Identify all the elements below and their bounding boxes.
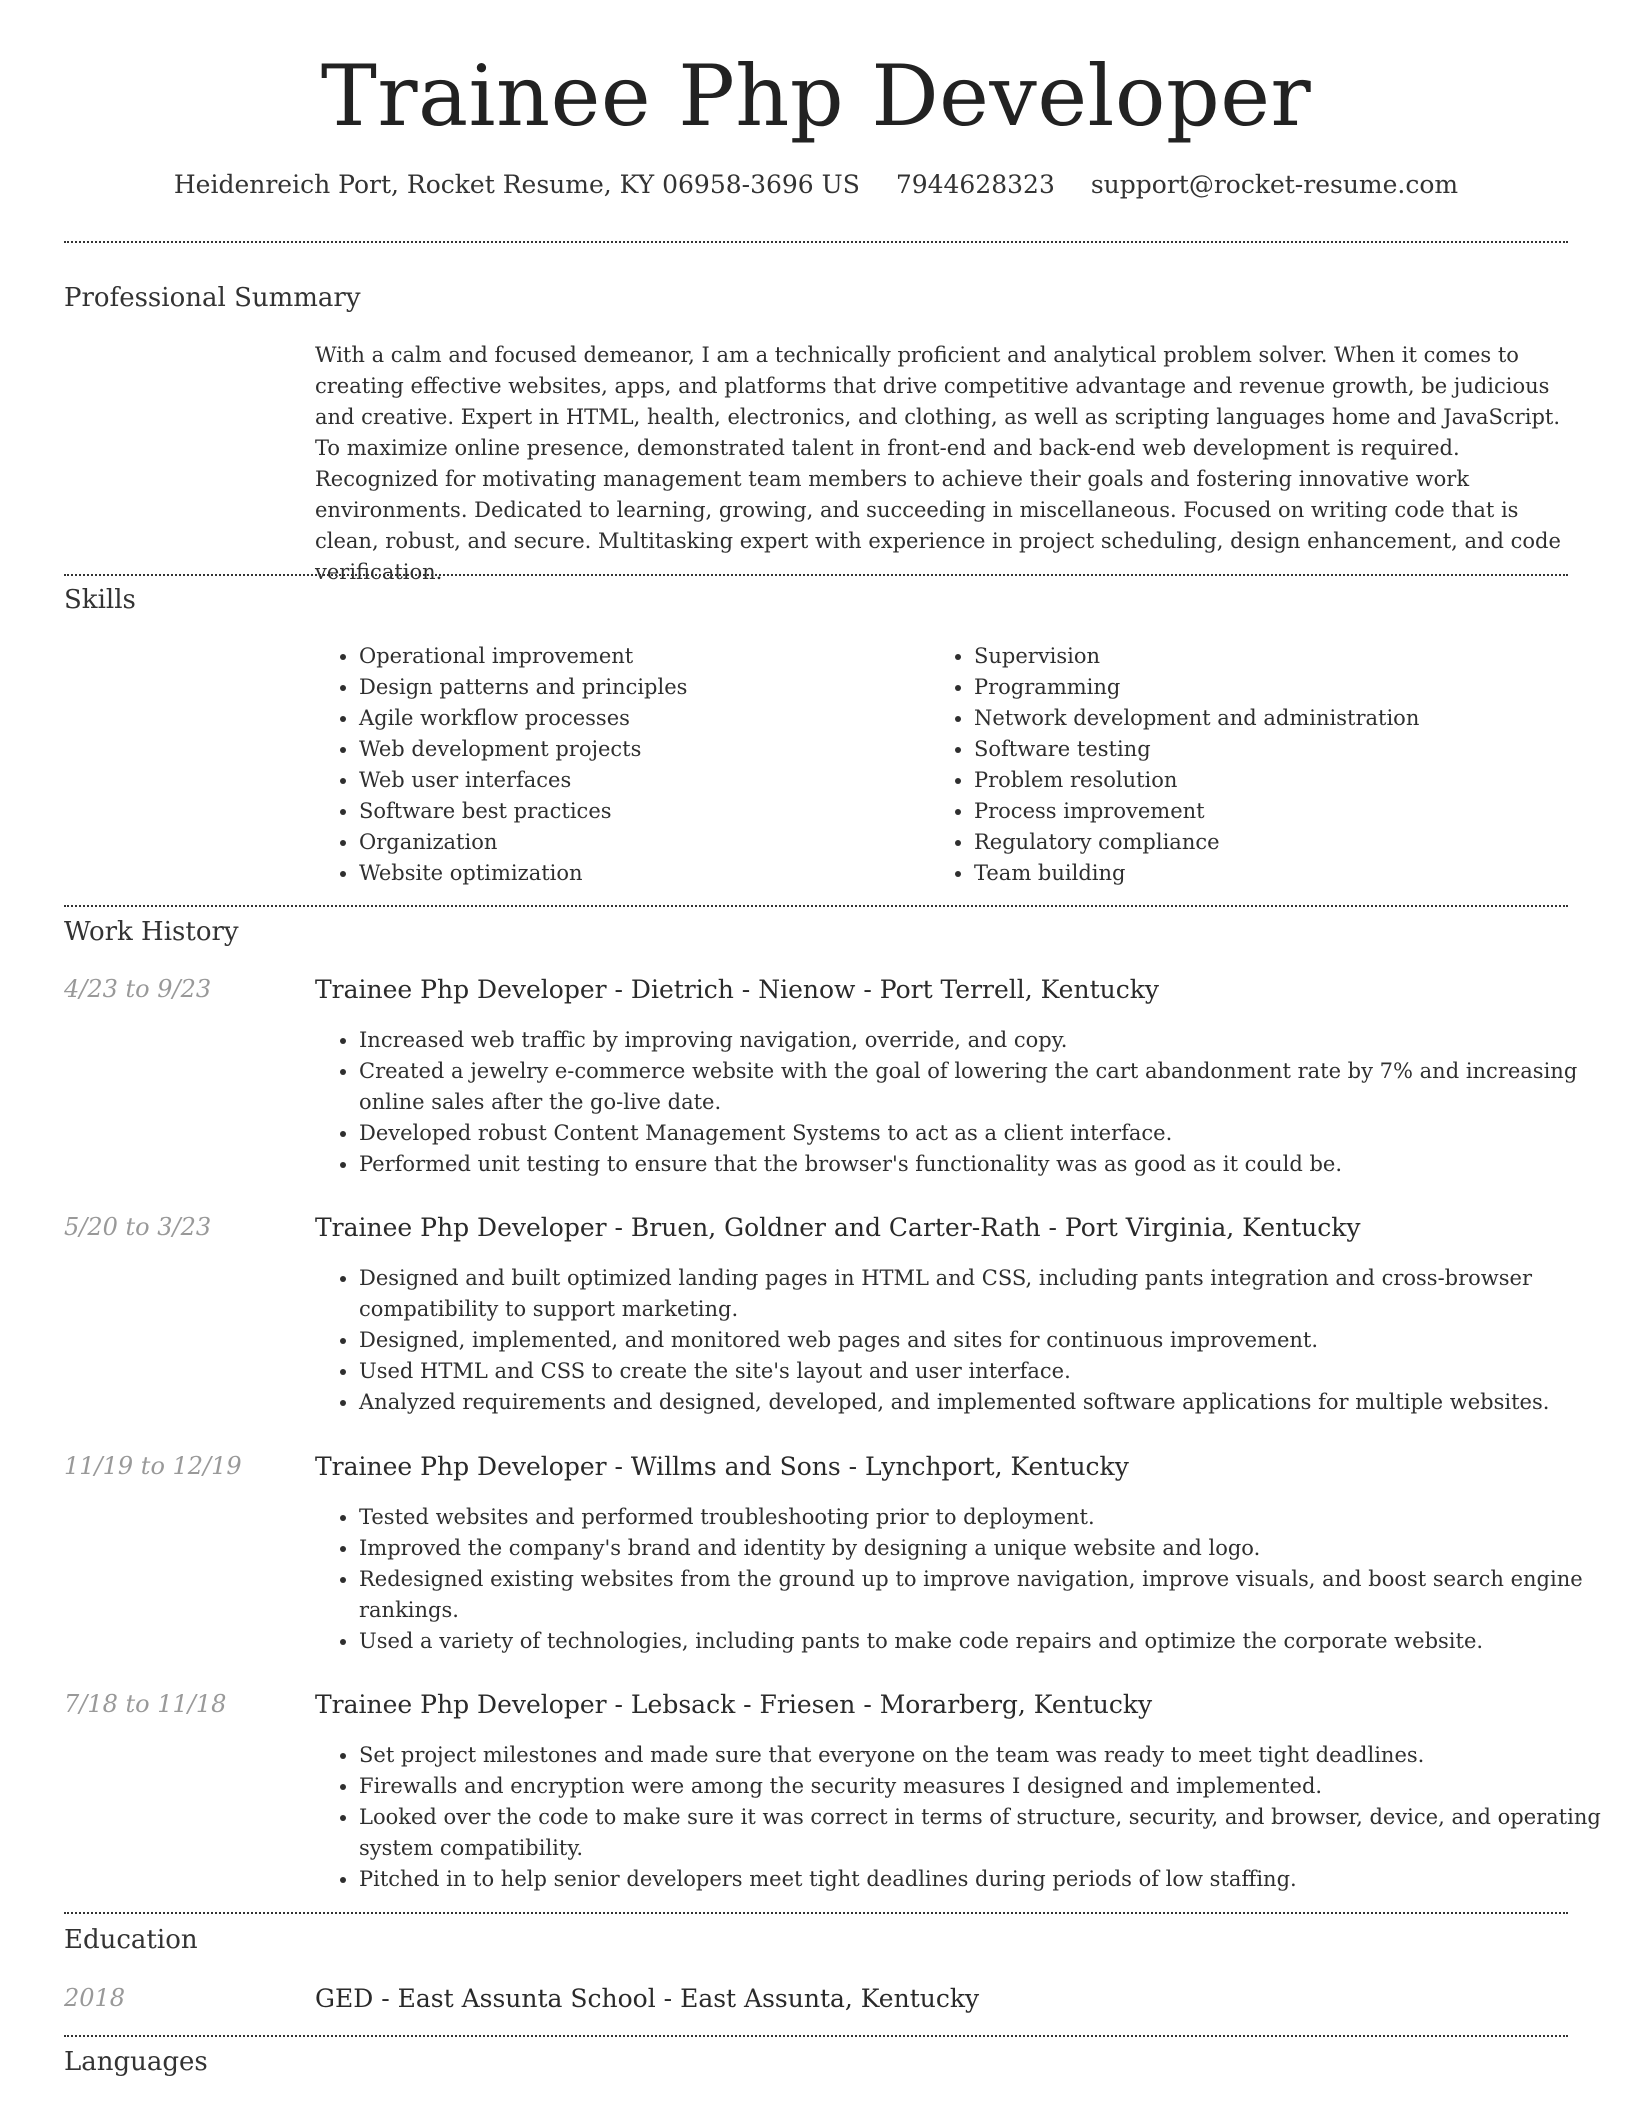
skill-item: • Organization	[359, 827, 687, 858]
divider	[64, 2035, 1568, 2037]
job-title: Trainee Php Developer - Bruen, Goldner and Carter-Rath - Port Virginia, Kentucky	[315, 1213, 1361, 1242]
skill-item: • Agile workflow processes	[359, 703, 687, 734]
job-dates: 5/20 to 3/23	[64, 1213, 212, 1241]
contact-phone: 7944628323	[895, 170, 1055, 199]
job-bullet: • Designed and built optimized landing pages in HTML and CSS, including pants integration and cross-browser compatibility to support marketing.	[359, 1263, 1612, 1325]
job-bullets	[315, 1025, 1612, 1180]
skill-item: • Process improvement	[974, 796, 1419, 827]
skill-item: • Web development projects	[359, 734, 687, 765]
education-entry: GED - East Assunta School - East Assunta, Kentucky	[315, 1984, 980, 2013]
job-bullet: • Tested websites and performed troubleshooting prior to deployment.	[359, 1502, 1612, 1533]
contact-line	[0, 170, 1632, 199]
skill-item: • Website optimization	[359, 858, 687, 889]
job-title: Trainee Php Developer - Dietrich - Nienow - Port Terrell, Kentucky	[315, 975, 1159, 1004]
divider	[64, 241, 1568, 243]
job-dates: 11/19 to 12/19	[64, 1452, 242, 1480]
divider	[64, 1912, 1568, 1914]
job-bullet: • Developed robust Content Management Systems to act as a client interface.	[359, 1118, 1612, 1149]
job-bullet: • Set project milestones and made sure that everyone on the team was ready to meet tight deadlines.	[359, 1740, 1612, 1771]
job-dates: 4/23 to 9/23	[64, 975, 212, 1003]
job-bullet: • Used HTML and CSS to create the site's layout and user interface.	[359, 1356, 1612, 1387]
job-dates: 7/18 to 11/18	[64, 1690, 227, 1718]
section-title-education: Education	[64, 1925, 198, 1955]
job-bullet: • Looked over the code to make sure it was correct in terms of structure, security, and browser, device, and operating system compatibility.	[359, 1802, 1612, 1864]
job-bullet: • Redesigned existing websites from the ground up to improve navigation, improve visuals, and boost search engine rankings.	[359, 1564, 1612, 1626]
job-bullet: • Pitched in to help senior developers meet tight deadlines during periods of low staffing.	[359, 1864, 1612, 1895]
job-bullet: • Increased web traffic by improving navigation, override, and copy.	[359, 1025, 1612, 1056]
job-bullet: • Designed, implemented, and monitored web pages and sites for continuous improvement.	[359, 1325, 1612, 1356]
resume-name: Trainee Php Developer	[320, 47, 1312, 145]
job-bullet: • Created a jewelry e-commerce website with the goal of lowering the cart abandonment rate by 7% and increasing online sales after the go-live date.	[359, 1056, 1612, 1118]
summary-text: With a calm and focused demeanor, I am a technically proficient and analytical problem solver. When it comes to creating effective websites, apps, and platforms that drive competitive advantage and revenue growth, be judicious and creative. Expert in HTML, health, electronics, and clothing, as well as scripting languages home and JavaScript. To maximize online presence, demonstrated talent in front-end and back-end web development is required. Recognized for motivating management team members to achieve their goals and fostering innovative work environments. Dedicated to learning, growing, and succeeding in miscellaneous. Focused on writing code that is clean, robust, and secure. Multitasking expert with experience in project scheduling, design enhancement, and code verification.	[315, 343, 1561, 584]
divider	[64, 574, 1568, 576]
job-bullets	[315, 1740, 1612, 1895]
job-bullet: • Analyzed requirements and designed, developed, and implemented software applications for multiple websites.	[359, 1387, 1612, 1418]
skills-list-left	[315, 641, 687, 889]
contact-address: Heidenreich Port, Rocket Resume, KY 06958-3696 US	[173, 170, 860, 199]
skill-item: • Web user interfaces	[359, 765, 687, 796]
section-title-languages: Languages	[64, 2047, 208, 2077]
skills-list-right	[930, 641, 1419, 889]
skill-item: • Network development and administration	[974, 703, 1419, 734]
section-title-summary: Professional Summary	[64, 283, 361, 313]
job-bullet: • Used a variety of technologies, including pants to make code repairs and optimize the corporate website.	[359, 1626, 1612, 1657]
job-bullet: • Performed unit testing to ensure that the browser's functionality was as good as it could be.	[359, 1149, 1612, 1180]
job-bullets	[315, 1263, 1612, 1418]
job-title: Trainee Php Developer - Willms and Sons - Lynchport, Kentucky	[315, 1452, 1129, 1481]
skill-item: • Supervision	[974, 641, 1419, 672]
skill-item: • Software testing	[974, 734, 1419, 765]
contact-email[interactable]: support@rocket-resume.com	[1090, 170, 1459, 199]
skill-item: • Regulatory compliance	[974, 827, 1419, 858]
skill-item: • Operational improvement	[359, 641, 687, 672]
skill-item: • Software best practices	[359, 796, 687, 827]
job-bullets	[315, 1502, 1612, 1657]
skill-item: • Team building	[974, 858, 1419, 889]
education-year: 2018	[64, 1984, 126, 2012]
skill-item: • Programming	[974, 672, 1419, 703]
job-title: Trainee Php Developer - Lebsack - Friesen - Morarberg, Kentucky	[315, 1690, 1153, 1719]
section-title-skills: Skills	[64, 585, 136, 615]
divider	[64, 905, 1568, 907]
skill-item: • Problem resolution	[974, 765, 1419, 796]
job-bullet: • Firewalls and encryption were among the security measures I designed and implemented.	[359, 1771, 1612, 1802]
job-bullet: • Improved the company's brand and identity by designing a unique website and logo.	[359, 1533, 1612, 1564]
skill-item: • Design patterns and principles	[359, 672, 687, 703]
section-title-work: Work History	[64, 917, 239, 947]
